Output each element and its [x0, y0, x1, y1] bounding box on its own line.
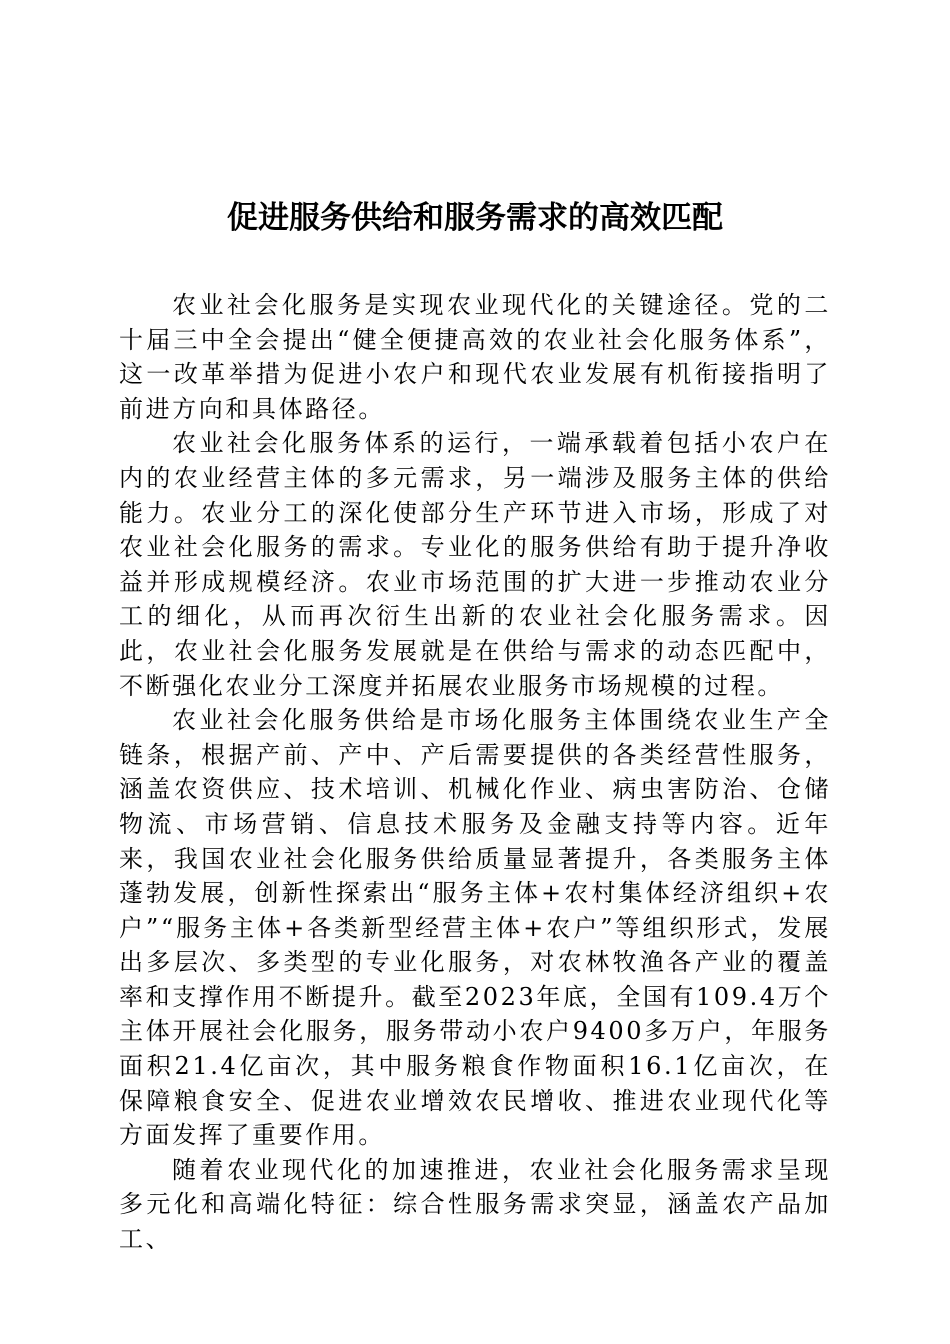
- document-title: 促进服务供给和服务需求的高效匹配: [227, 200, 723, 236]
- paragraph-4: 随着农业现代化的加速推进，农业社会化服务需求呈现多元化和高端化特征：综合性服务需求突显，涵盖农产品加工、: [119, 1155, 831, 1254]
- paragraph-3: 农业社会化服务供给是市场化服务主体围绕农业生产全链条，根据产前、产中、产后需要提供的各类经营性服务，涵盖农资供应、技术培训、机械化作业、病虫害防治、仓储物流、市场营销、信息技术服务及金融支持等内容。近年来，我国农业社会化服务供给质量显著提升，各类服务主体蓬勃发展，创新性探索出“服务主体+农村集体经济组织+农户”“服务主体+各类新型经营主体+农户”等组织形式，发展出多层次、多类型的专业化服务，对农林牧渔各产业的覆盖率和支撑作用不断提升。截至2023年底，全国有109.4万个主体开展社会化服务，服务带动小农户9400多万户，年服务面积21.4亿亩次，其中服务粮食作物面积16.1亿亩次，在保障粮食安全、促进农业增效农民增收、推进农业现代化等方面发挥了重要作用。: [119, 706, 831, 1150]
- paragraph-2: 农业社会化服务体系的运行，一端承载着包括小农户在内的农业经营主体的多元需求，另一端涉及服务主体的供给能力。农业分工的深化使部分生产环节进入市场，形成了对农业社会化服务的需求。专业化的服务供给有助于提升净收益并形成规模经济。农业市场范围的扩大进一步推动农业分工的细化，从而再次衍生出新的农业社会化服务需求。因此，农业社会化服务发展就是在供给与需求的动态匹配中，不断强化农业分工深度并拓展农业服务市场规模的过程。: [119, 429, 831, 700]
- paragraph-1: 农业社会化服务是实现农业现代化的关键途径。党的二十届三中全会提出“健全便捷高效的农业社会化服务体系”，这一改革举措为促进小农户和现代农业发展有机衔接指明了前进方向和具体路径。: [119, 291, 831, 423]
- document-body: [119, 288, 831, 1257]
